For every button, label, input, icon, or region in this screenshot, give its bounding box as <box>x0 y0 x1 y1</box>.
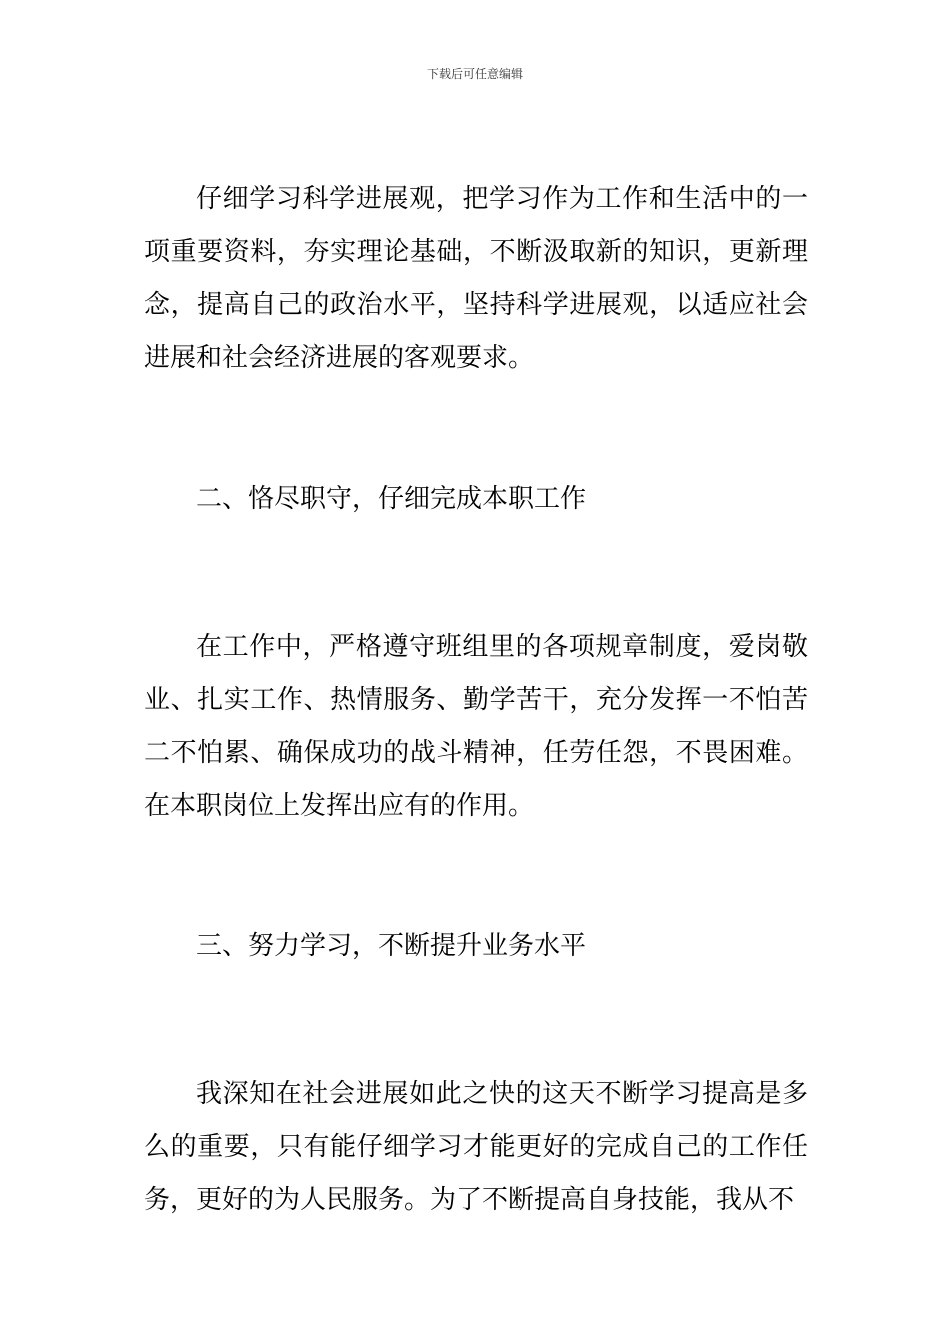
section-heading-learning: 三、努力学习，不断提升业务水平 <box>196 931 587 961</box>
paragraph-learning: 我深知在社会进展如此之快的这天不断学习提高是多么的重要，只有能仔细学习才能更好的完成自己的工作任务，更好的为人民服务。为了不断提高自身技能，我从不 <box>144 1079 808 1215</box>
section-heading-duty: 二、恪尽职守，仔细完成本职工作 <box>196 484 587 514</box>
paragraph-study: 仔细学习科学进展观，把学习作为工作和生活中的一项重要资料，夯实理论基础，不断汲取新的知识，更新理念，提高自己的政治水平，坚持科学进展观，以适应社会进展和社会经济进展的客观要求。 <box>144 184 808 373</box>
paragraph-duty: 在工作中，严格遵守班组里的各项规章制度，爱岗敬业、扎实工作、热情服务、勤学苦干，充分发挥一不怕苦二不怕累、确保成功的战斗精神，任劳任怨，不畏困难。在本职岗位上发挥出应有的作用。 <box>144 632 808 821</box>
page-header: 下载后可任意编辑 <box>426 67 523 81</box>
